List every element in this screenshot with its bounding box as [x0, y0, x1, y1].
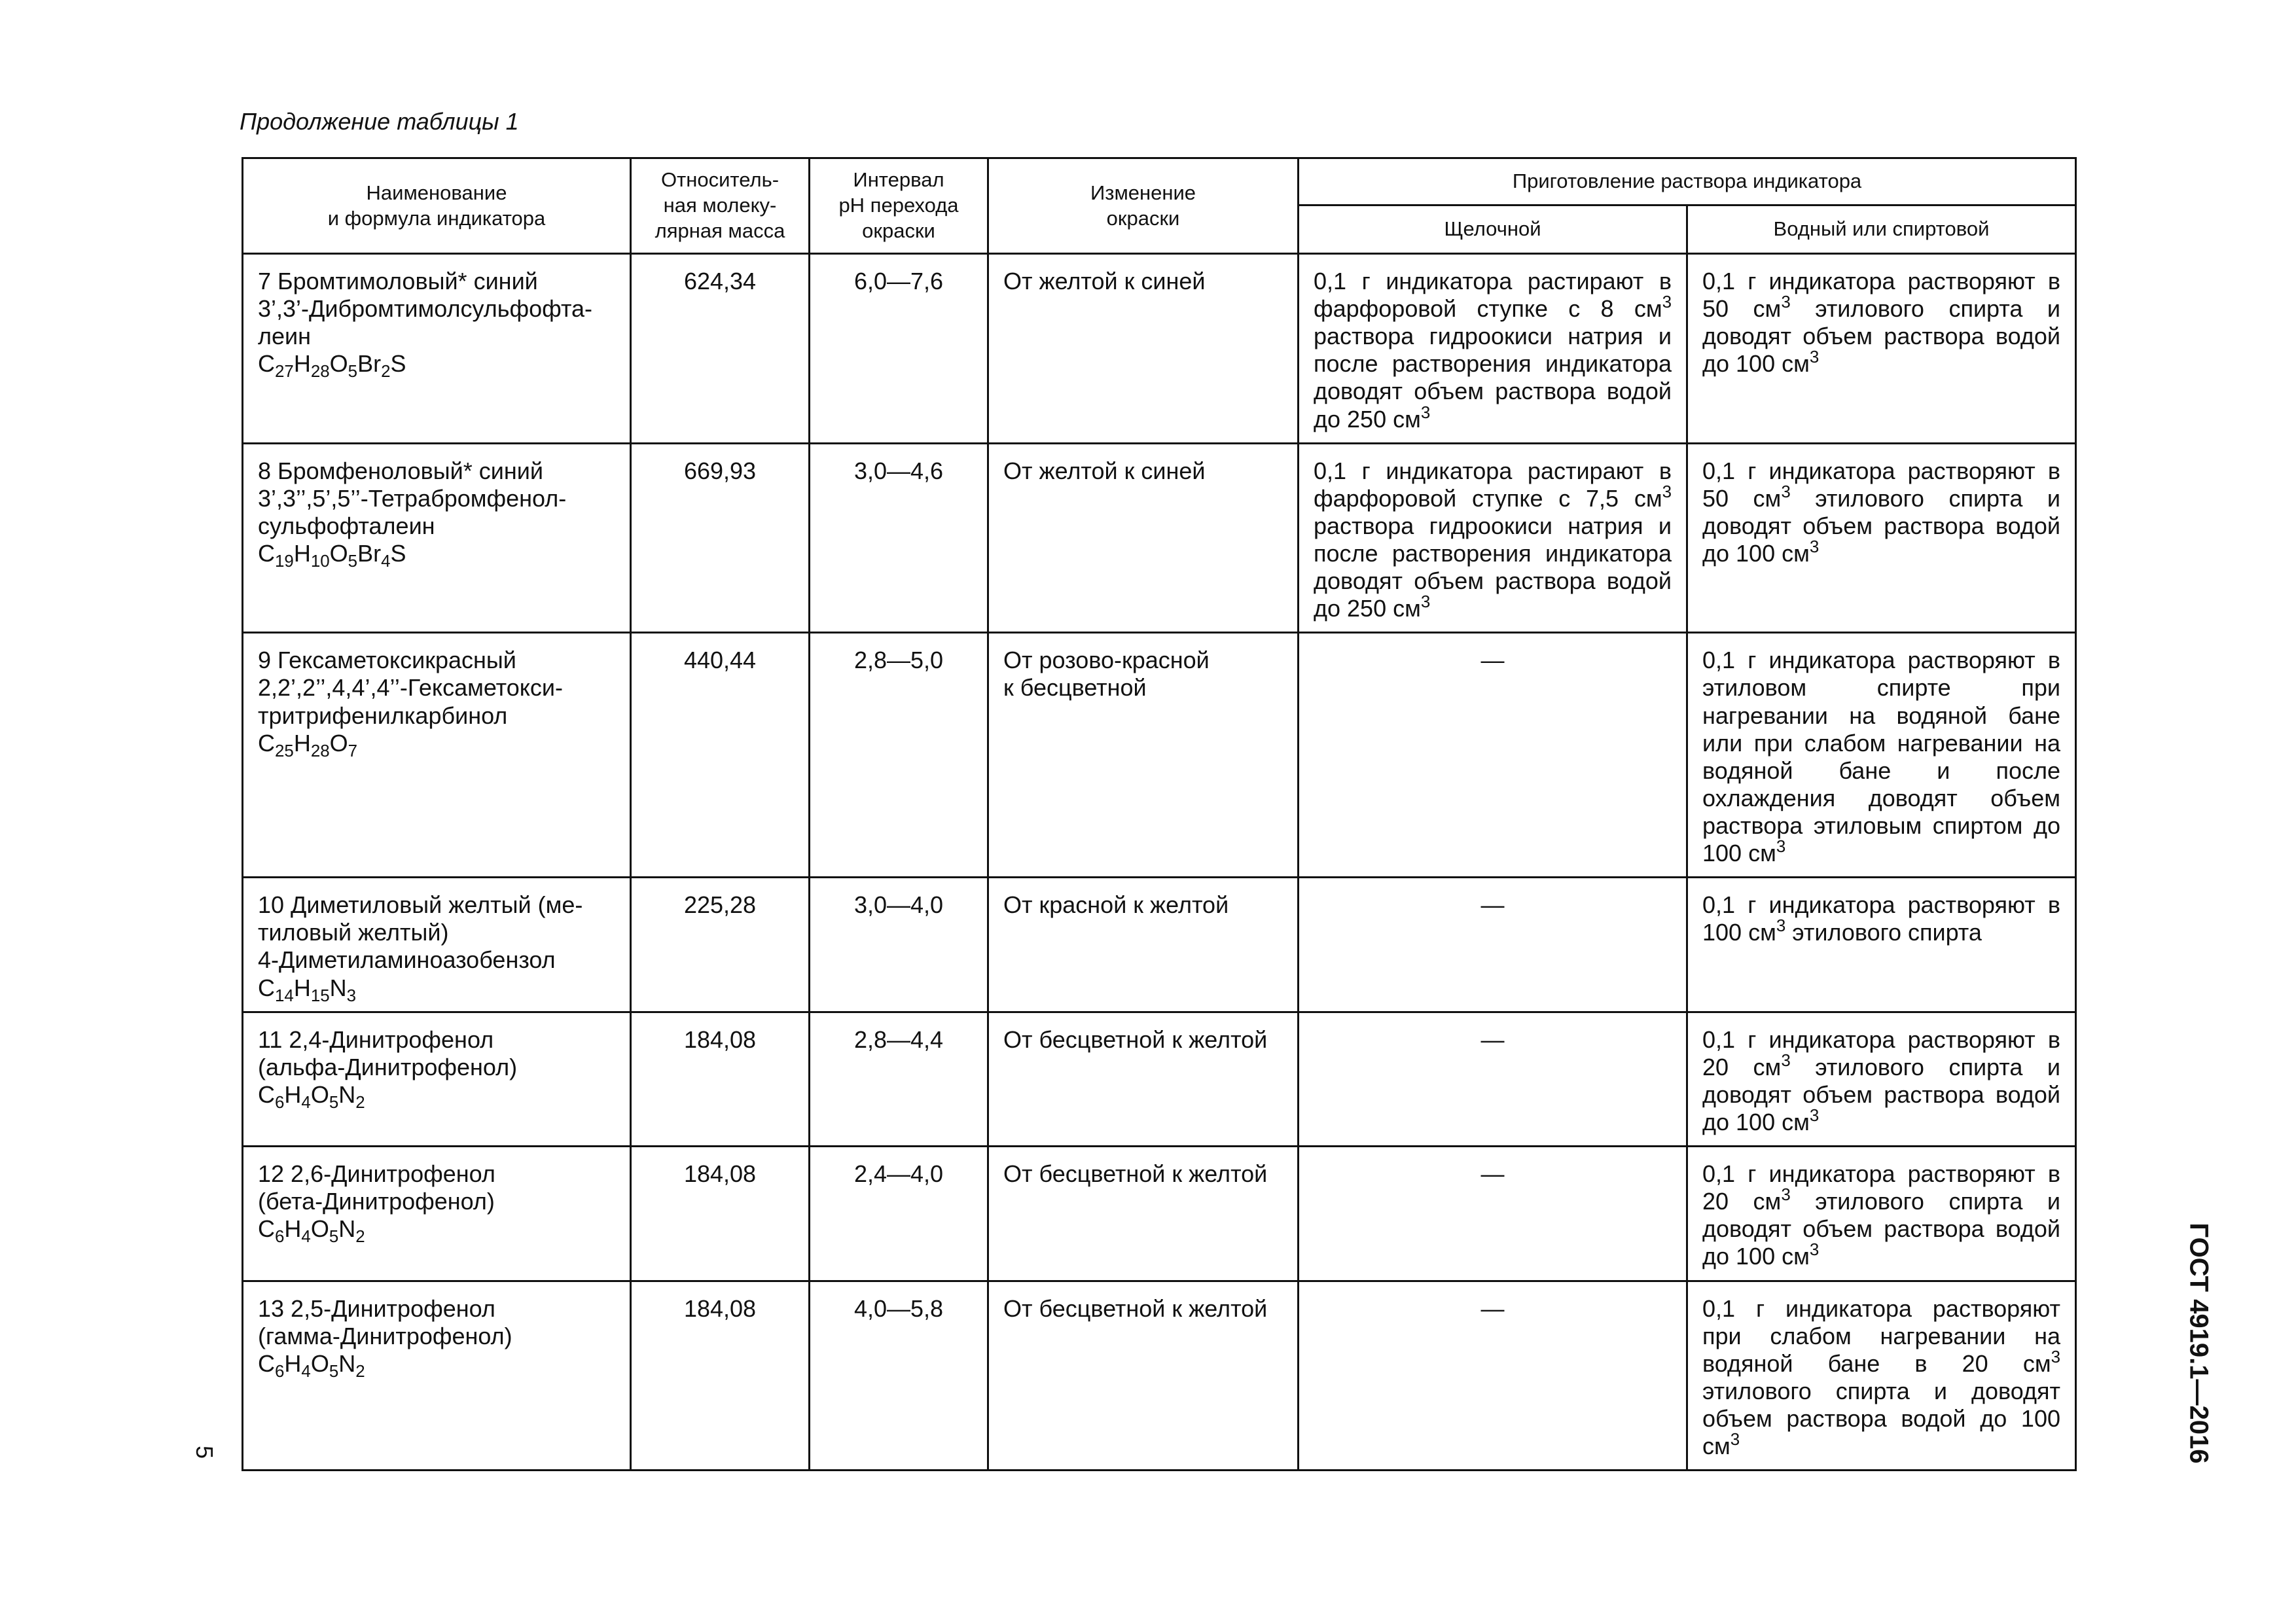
- indicator-name-line: 3’,3’’,5’,5’’-Тетрабромфенол-: [258, 484, 567, 512]
- indicator-name-cell: [243, 878, 631, 1012]
- indicator-name-line: тритрифенилкарбинол: [258, 702, 508, 729]
- indicator-name-cell: [243, 1012, 631, 1146]
- table-caption: Продолжение таблицы 1: [240, 108, 519, 135]
- chemical-formula: $C_6H_4O_5N_2$: [258, 1080, 365, 1112]
- molecular-mass-cell: 184,08: [631, 1281, 810, 1471]
- chemical-formula: $C_{25}H_{28}O_7$: [258, 729, 358, 760]
- indicator-name-line: 12 2,6-Динитрофенол: [258, 1160, 495, 1188]
- header-ph: Интервал pH перехода окраски: [810, 158, 988, 254]
- indicator-name-line: (бета-Динитрофенол): [258, 1188, 495, 1215]
- aqueous-prep-cell: 0,1 г индикатора растворяют в 50 $см^3$ этилового спирта и доводят объем раствора водой до 100 $см^3$: [1687, 254, 2076, 444]
- indicator-name-line: 3’,3’-Дибромтимолсульфофта-: [258, 295, 593, 323]
- chemical-formula: $C_{14}H_{15}N_3$: [258, 974, 357, 1005]
- chemical-formula: $C_6H_4O_5N_2$: [258, 1349, 365, 1381]
- alkaline-prep-cell: —: [1299, 1147, 1687, 1281]
- alkaline-prep-cell: —: [1299, 878, 1687, 1012]
- color-change-cell: От желтой к синей: [988, 443, 1299, 633]
- indicator-name-line: 13 2,5-Динитрофенол: [258, 1294, 495, 1322]
- indicator-name-line: 8 Бромфеноловый* синий: [258, 457, 543, 484]
- indicator-name-line: 2,2’,2’’,4,4’,4’’-Гексаметокси-: [258, 674, 564, 702]
- ph-interval-cell: 2,8—5,0: [810, 633, 988, 878]
- header-name: Наименование и формула индикатора: [243, 158, 631, 254]
- indicator-name-line: (гамма-Динитрофенол): [258, 1322, 512, 1349]
- molecular-mass-cell: 440,44: [631, 633, 810, 878]
- aqueous-prep-cell: 0,1 г индикатора растворяют в 20 $см^3$ этилового спирта и доводят объем раствора водой до 100 $см^3$: [1687, 1012, 2076, 1146]
- chemical-formula: $C_{19}H_{10}O_5Br_4S$: [258, 539, 406, 571]
- header-change: Изменение окраски: [988, 158, 1299, 254]
- ph-interval-cell: 2,8—4,4: [810, 1012, 988, 1146]
- alkaline-prep-cell: —: [1299, 633, 1687, 878]
- indicator-name-line: сульфофталеин: [258, 512, 435, 539]
- indicator-name-line: (альфа-Динитрофенол): [258, 1053, 518, 1080]
- table-row: [243, 633, 2076, 878]
- molecular-mass-cell: 669,93: [631, 443, 810, 633]
- color-change-cell: От желтой к синей: [988, 254, 1299, 444]
- ph-interval-cell: 3,0—4,0: [810, 878, 988, 1012]
- molecular-mass-cell: 624,34: [631, 254, 810, 444]
- page-number: 5: [191, 1445, 219, 1459]
- header-alkaline: Щелочной: [1299, 205, 1687, 254]
- indicator-name-cell: [243, 1147, 631, 1281]
- ph-interval-cell: 3,0—4,6: [810, 443, 988, 633]
- aqueous-prep-cell: 0,1 г индикатора растворяют в 50 $см^3$ этилового спирта и доводят объем раствора водой до 100 $см^3$: [1687, 443, 2076, 633]
- alkaline-prep-cell: —: [1299, 1012, 1687, 1146]
- aqueous-prep-cell: 0,1 г индикатора растворяют в этиловом спирте при нагревании на водяной бане или при слабом нагревании на водяной бане и после охлаждения доводят объем раствора этиловым спиртом до 100 $см^3$: [1687, 633, 2076, 878]
- indicator-name-cell: [243, 633, 631, 878]
- standard-id: ГОСТ 4919.1—2016: [2184, 1222, 2214, 1464]
- chemical-formula: $C_{27}H_{28}O_5Br_2S$: [258, 350, 406, 382]
- table-row: [243, 443, 2076, 633]
- table-row: [243, 878, 2076, 1012]
- alkaline-prep-cell: —: [1299, 1281, 1687, 1471]
- table-row: [243, 1281, 2076, 1471]
- aqueous-prep-cell: 0,1 г индикатора растворяют в 100 $см^3$ этилового спирта: [1687, 878, 2076, 1012]
- table-row: [243, 1147, 2076, 1281]
- chemical-formula: $C_6H_4O_5N_2$: [258, 1215, 365, 1247]
- aqueous-prep-cell: 0,1 г индикатора растворяют в 20 $см^3$ этилового спирта и доводят объем раствора водой до 100 $см^3$: [1687, 1147, 2076, 1281]
- alkaline-prep-cell: 0,1 г индикатора растирают в фарфоровой ступке с 7,5 $см^3$ раствора гидроокиси натрия и после растворения индикатора доводят объем раствора водой до 250 $см^3$: [1299, 443, 1687, 633]
- indicator-name-line: тиловый желтый): [258, 919, 449, 946]
- color-change-cell: От бесцветной к желтой: [988, 1281, 1299, 1471]
- color-change-cell: От розово-красной к бесцветной: [988, 633, 1299, 878]
- ph-interval-cell: 6,0—7,6: [810, 254, 988, 444]
- color-change-cell: От бесцветной к желтой: [988, 1147, 1299, 1281]
- indicator-name-cell: [243, 443, 631, 633]
- indicator-name-cell: [243, 1281, 631, 1471]
- indicator-name-line: 7 Бромтимоловый* синий: [258, 268, 538, 294]
- molecular-mass-cell: 184,08: [631, 1012, 810, 1146]
- molecular-mass-cell: 184,08: [631, 1147, 810, 1281]
- color-change-cell: От красной к желтой: [988, 878, 1299, 1012]
- header-aqueous: Водный или спиртовой: [1687, 205, 2076, 254]
- molecular-mass-cell: 225,28: [631, 878, 810, 1012]
- indicator-name-line: 4-Диметиламиноазобензол: [258, 946, 556, 974]
- indicator-name-line: 11 2,4-Динитрофенол: [258, 1026, 494, 1053]
- table-row: [243, 1012, 2076, 1146]
- alkaline-prep-cell: 0,1 г индикатора растирают в фарфоровой ступке с 8 $см^3$ раствора гидроокиси натрия и после растворения индикатора доводят объем раствора водой до 250 $см^3$: [1299, 254, 1687, 444]
- indicator-table: [242, 157, 2077, 1471]
- header-mass: Относитель- ная молеку- лярная масса: [631, 158, 810, 254]
- ph-interval-cell: 4,0—5,8: [810, 1281, 988, 1471]
- color-change-cell: От бесцветной к желтой: [988, 1012, 1299, 1146]
- table-row: [243, 254, 2076, 444]
- header-prep: Приготовление раствора индикатора: [1299, 158, 2076, 205]
- indicator-name-cell: [243, 254, 631, 444]
- aqueous-prep-cell: 0,1 г индикатора растворяют при слабом нагревании на водяной бане в 20 $см^3$ этилового спирта и доводят объем раствора водой до 100 $см^3$: [1687, 1281, 2076, 1471]
- indicator-name-line: 9 Гексаметоксикрасный: [258, 647, 516, 674]
- indicator-name-line: леин: [258, 323, 312, 350]
- ph-interval-cell: 2,4—4,0: [810, 1147, 988, 1281]
- indicator-name-line: 10 Диметиловый желтый (ме-: [258, 891, 583, 919]
